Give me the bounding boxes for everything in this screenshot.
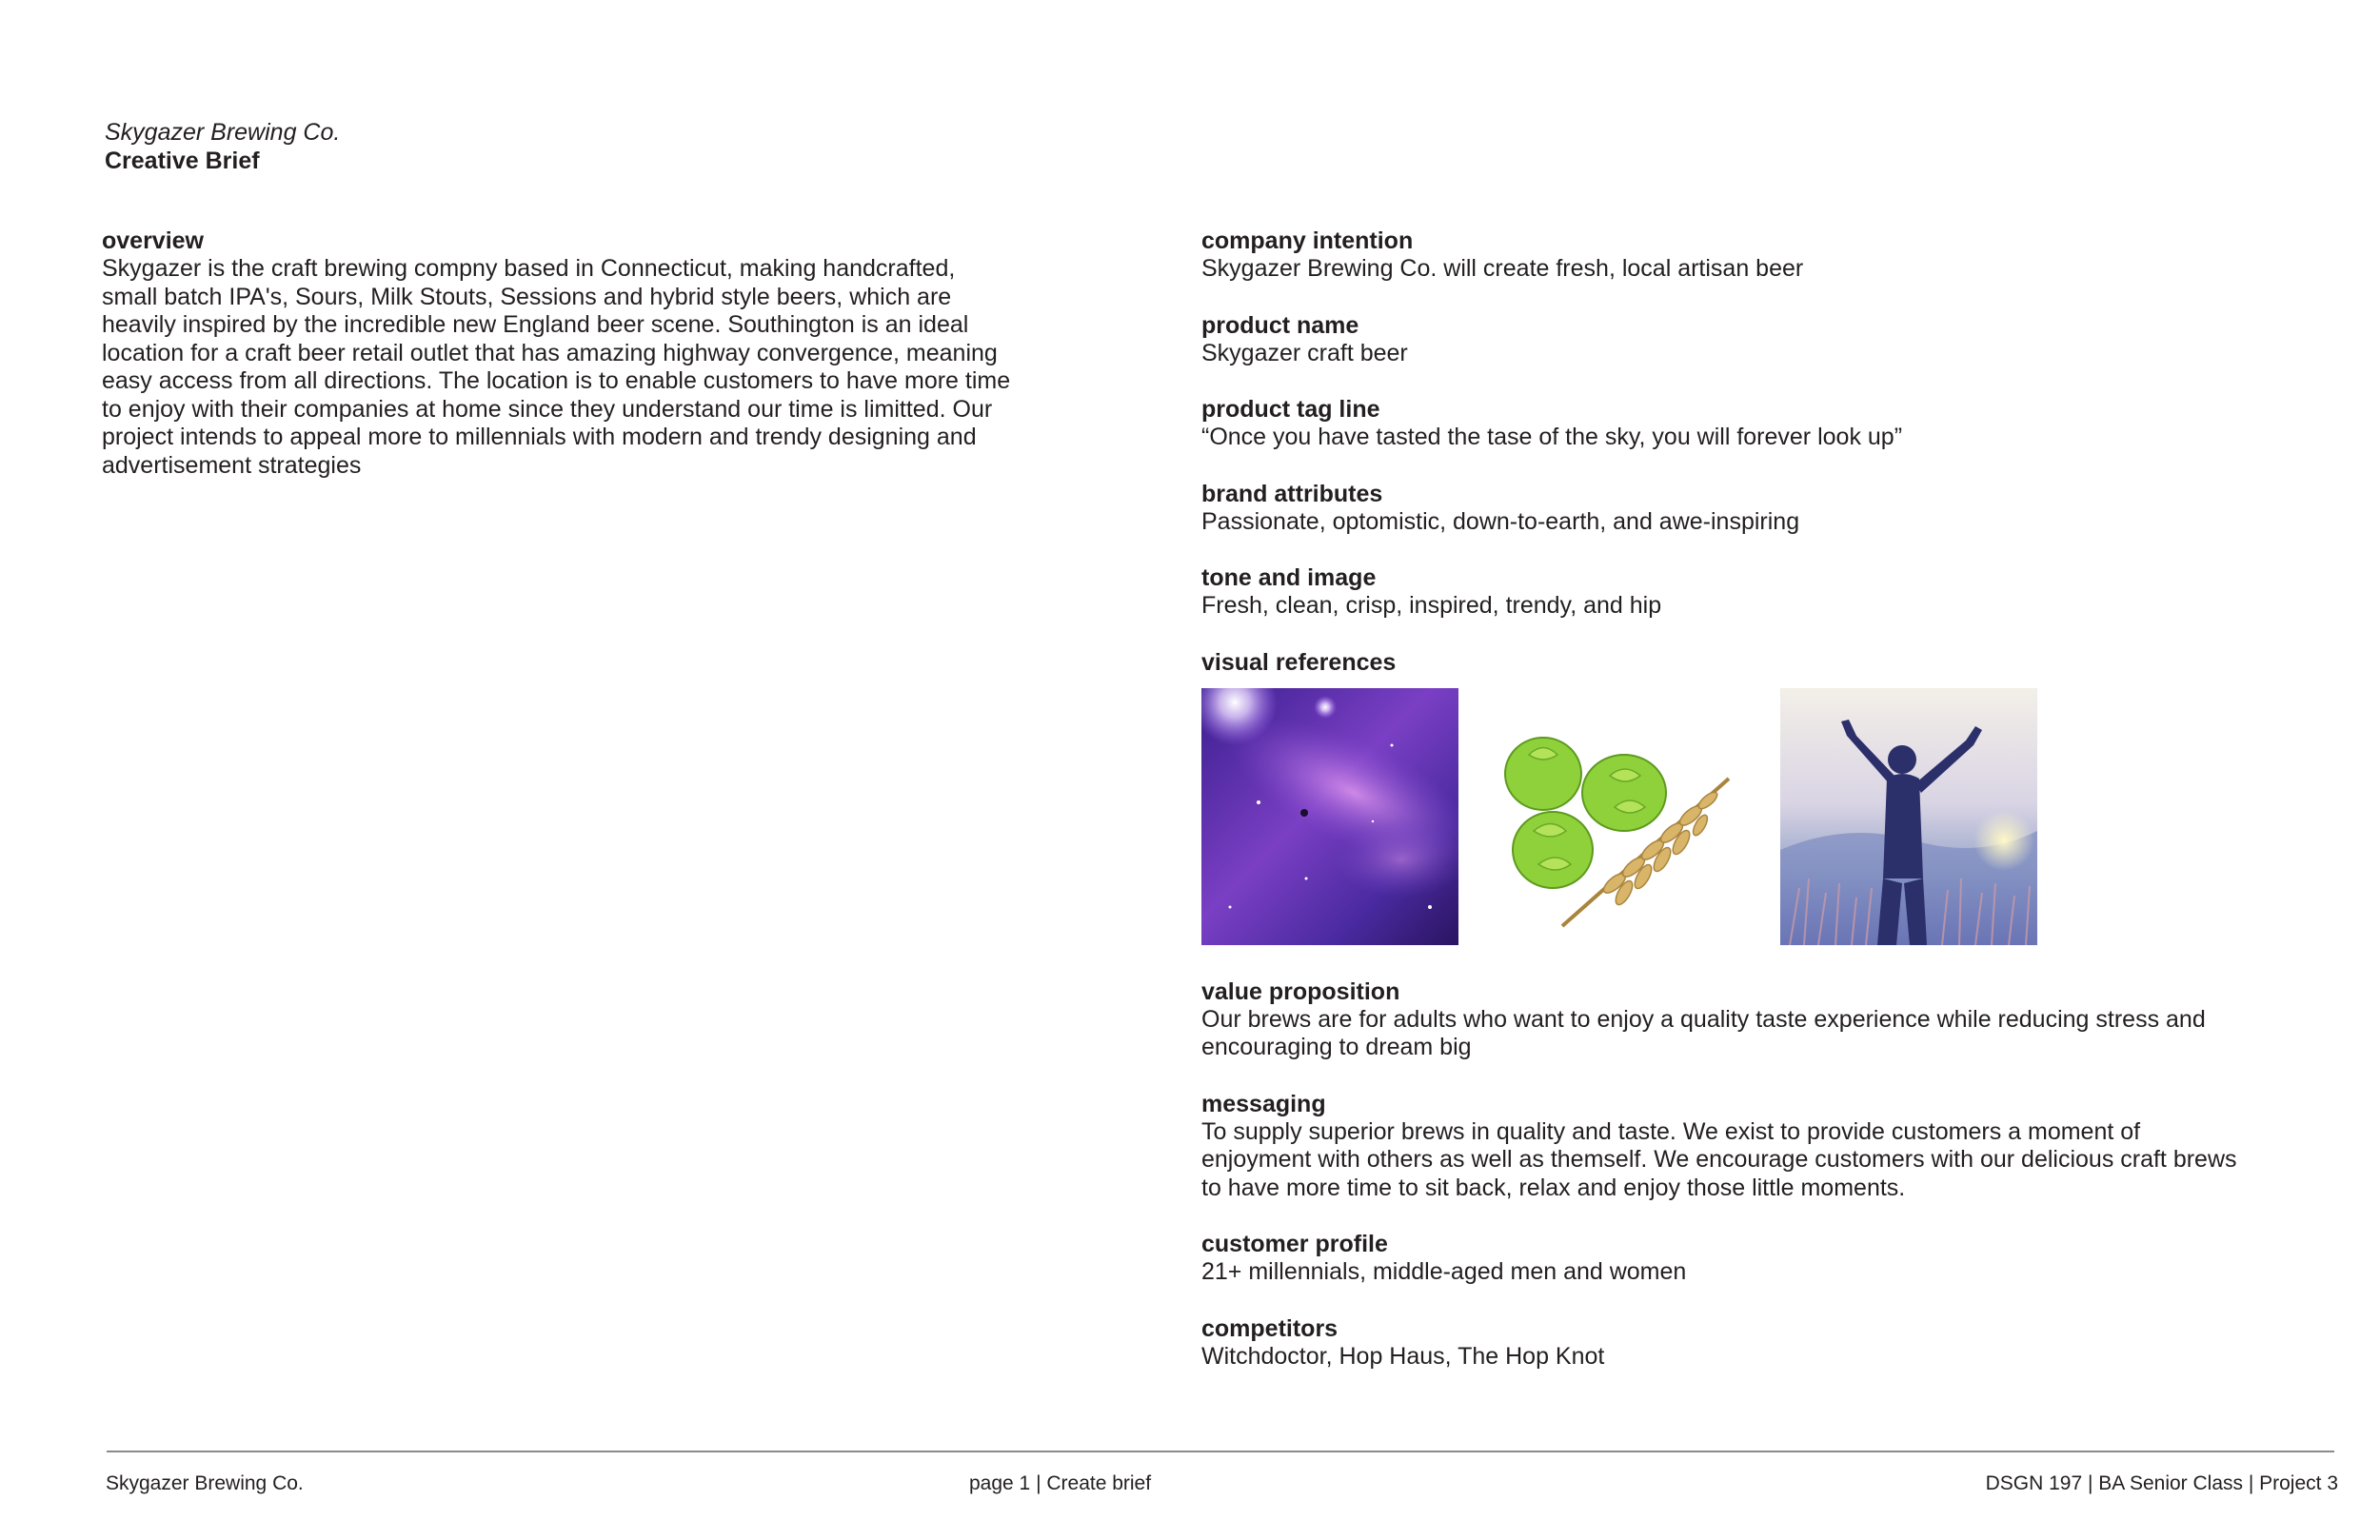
messaging-section [1201, 1090, 2239, 1203]
overview-section [102, 227, 1016, 480]
footer-divider [107, 1451, 2334, 1452]
messaging-heading: messaging [1201, 1090, 1326, 1117]
value-proposition-body: Our brews are for adults who want to enjoy a quality taste experience while reducing stress and encouraging to dream big [1201, 1005, 2206, 1060]
competitors-section [1201, 1314, 2239, 1372]
visual-references-gallery [1201, 688, 2239, 945]
product-tag-line-body: “Once you have tasted the tase of the sky, you will forever look up” [1201, 424, 1903, 450]
messaging-body: To supply superior brews in quality and taste. We exist to provide customers a moment of enjoyment with others as well as themself. We encourage customers with our delicious craft brews to have more time to sit back, relax and enjoy those little moments. [1201, 1117, 2237, 1201]
product-tag-line-heading: product tag line [1201, 396, 1380, 423]
tone-and-image-heading: tone and image [1201, 564, 1377, 591]
hops-and-wheat-image [1491, 688, 1748, 945]
galaxy-image [1201, 688, 1458, 945]
competitors-heading: competitors [1201, 1314, 1339, 1342]
footer-page-number: page 1 | Create brief [969, 1472, 1152, 1494]
customer-profile-section [1201, 1230, 2239, 1287]
value-proposition-heading: value proposition [1201, 977, 1400, 1005]
document-header [105, 118, 340, 175]
brand-attributes-heading: brand attributes [1201, 480, 1383, 507]
customer-profile-body: 21+ millennials, middle-aged men and women [1201, 1258, 1687, 1285]
overview-heading: overview [102, 227, 205, 254]
footer-left: Skygazer Brewing Co. [106, 1472, 304, 1494]
document-title: Creative Brief [105, 148, 260, 174]
tone-and-image-section [1201, 563, 2239, 621]
left-column [102, 227, 1016, 507]
brand-attributes-body: Passionate, optomistic, down-to-earth, and awe-inspiring [1201, 507, 1800, 535]
company-intention-section [1201, 227, 2239, 284]
right-column [1201, 227, 2239, 1398]
product-name-heading: product name [1201, 311, 1359, 339]
product-name-body: Skygazer craft beer [1201, 339, 1408, 366]
value-proposition-section [1201, 977, 2239, 1062]
visual-references-heading: visual references [1201, 648, 1397, 676]
company-intention-heading: company intention [1201, 227, 1414, 254]
person-in-field-image [1780, 688, 2037, 945]
company-name: Skygazer Brewing Co. [105, 119, 341, 146]
brand-attributes-section [1201, 480, 2239, 537]
company-intention-body: Skygazer Brewing Co. will create fresh, local artisan beer [1201, 255, 1804, 282]
footer-right: DSGN 197 | BA Senior Class | Project 3 [1985, 1472, 2338, 1494]
visual-references-section [1201, 648, 2239, 677]
product-name-section [1201, 311, 2239, 368]
tone-and-image-body: Fresh, clean, crisp, inspired, trendy, and hip [1201, 592, 1662, 619]
overview-body: Skygazer is the craft brewing compny based in Connecticut, making handcrafted, small batch IPA's, Sours, Milk Stouts, Sessions and hybrid style beers, which are heavily inspired by the incredible new England beer scene. Southington is an ideal location for a craft beer retail outlet that has amazing highway convergence, meaning easy access from all directions. The location is to enable customers to have more time to enjoy with their companies at home since they understand our time is limitted. Our project intends to appeal more to millennials with modern and trendy designing and advertisement strategies [102, 255, 1011, 479]
competitors-body: Witchdoctor, Hop Haus, The Hop Knot [1201, 1342, 1605, 1370]
customer-profile-heading: customer profile [1201, 1231, 1388, 1257]
product-tag-line-section [1201, 395, 2239, 452]
